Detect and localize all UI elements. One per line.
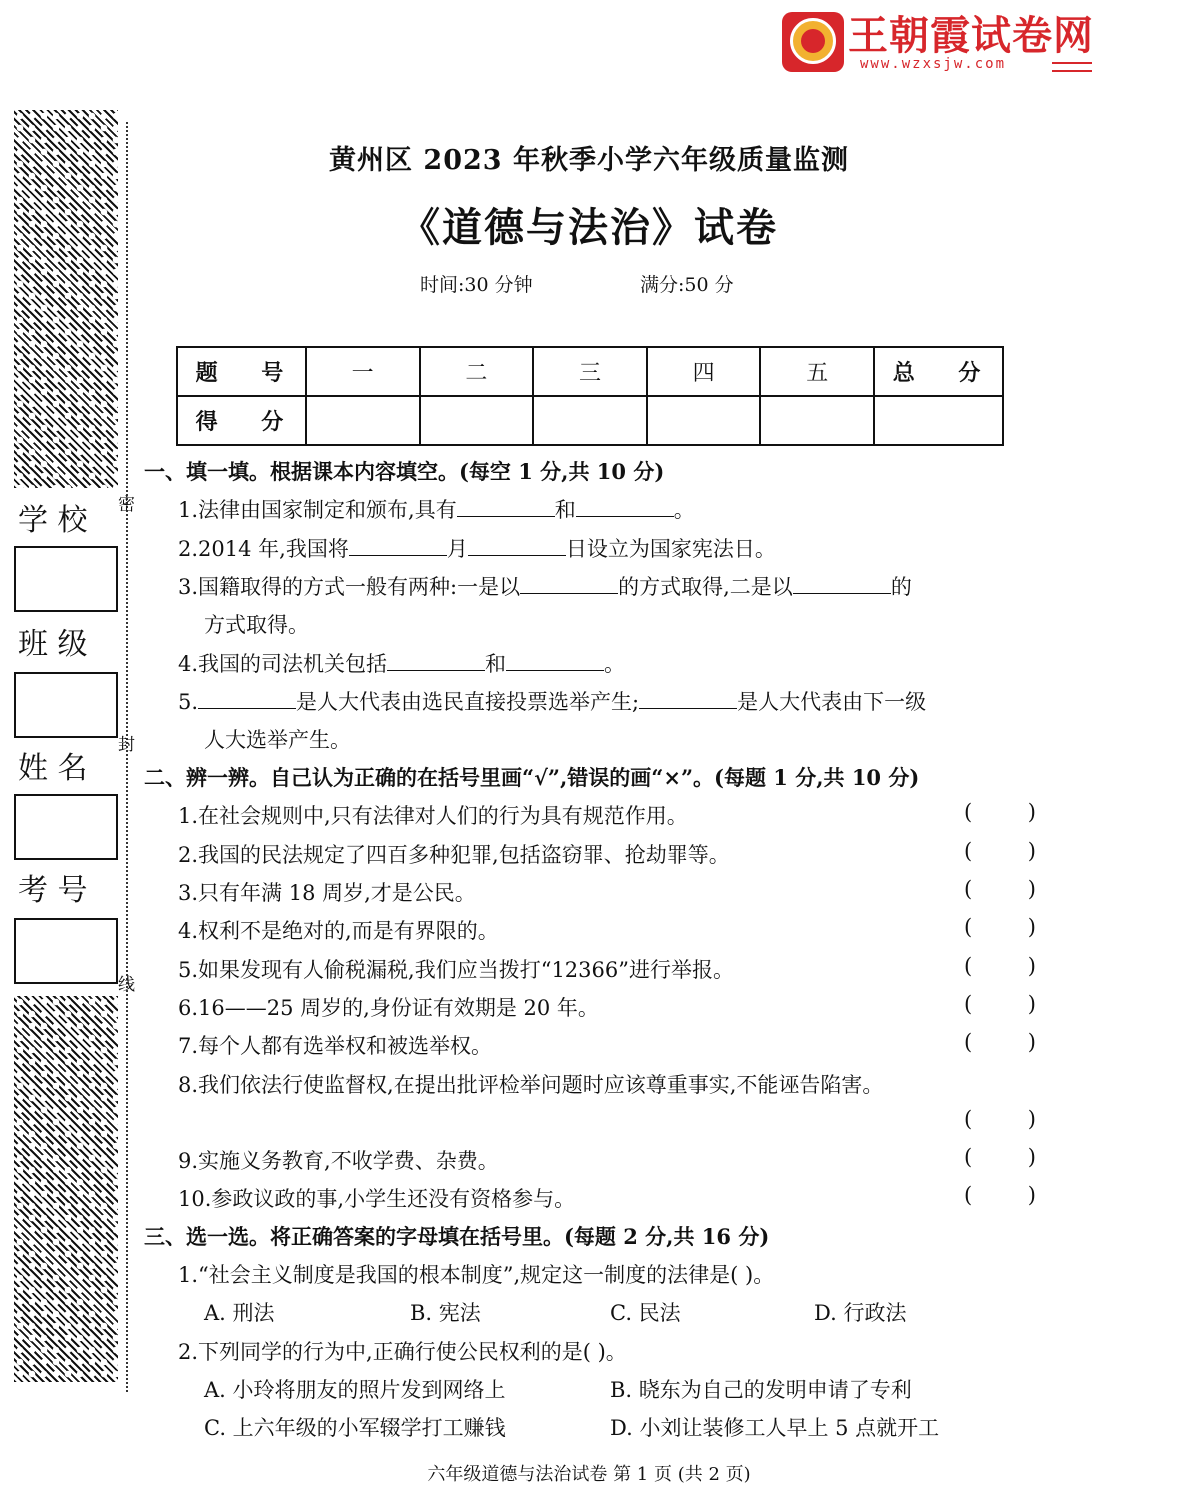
section3-q1-option-c[interactable]: C. 民法	[610, 1301, 681, 1325]
section2-item-4: 4.权利不是绝对的,而是有界限的。	[178, 919, 499, 943]
logo-brand-text: 王朝霞试卷网	[848, 13, 1094, 59]
exam-number-label: 考 号	[18, 873, 88, 908]
score-cell: 四	[647, 347, 761, 396]
answer-parentheses[interactable]: ( )	[964, 915, 1036, 939]
answer-parentheses[interactable]: ( )	[964, 992, 1036, 1016]
section2-item-9: 9.实施义务教育,不收学费、杂费。	[178, 1149, 499, 1173]
score-cell: 题 号	[177, 347, 306, 396]
answer-parentheses[interactable]: ( )	[964, 877, 1036, 901]
score-cell: 一	[306, 347, 420, 396]
section1-q1: 1.法律由国家制定和颁布,具有 和 。	[178, 498, 695, 522]
section2-item-5: 5.如果发现有人偷税漏税,我们应当拨打“12366”进行举报。	[178, 958, 734, 982]
class-label: 班 级	[18, 627, 88, 662]
score-cell: 总 分	[874, 347, 1003, 396]
score-input-cell[interactable]	[647, 396, 761, 445]
section2-item-6: 6.16——25 周岁的,身份证有效期是 20 年。	[178, 996, 599, 1020]
answer-blank[interactable]	[349, 537, 447, 556]
answer-blank[interactable]	[576, 498, 674, 517]
section2-item-10: 10.参政议政的事,小学生还没有资格参与。	[178, 1187, 576, 1211]
answer-blank[interactable]	[387, 652, 485, 671]
section2-item-2: 2.我国的民法规定了四百多种犯罪,包括盗窃罪、抢劫罪等。	[178, 843, 730, 867]
seal-word-xian: 线	[118, 975, 135, 995]
score-input-cell[interactable]	[420, 396, 534, 445]
score-table-row-score	[177, 396, 1003, 445]
exam-title-line1: 黄州区 2023 年秋季小学六年级质量监测	[329, 145, 849, 176]
score-table-row-header	[177, 347, 1003, 396]
answer-blank[interactable]	[198, 690, 296, 709]
answer-blank[interactable]	[457, 498, 555, 517]
answer-parentheses[interactable]: ( )	[964, 1030, 1036, 1054]
exam-time: 时间:30 分钟	[420, 274, 533, 296]
score-cell: 三	[533, 347, 647, 396]
answer-parentheses[interactable]: ( )	[964, 954, 1036, 978]
page-footer: 六年级道德与法治试卷 第 1 页 (共 2 页)	[427, 1464, 751, 1485]
class-field[interactable]	[14, 672, 118, 738]
section3-q1-stem: 1.“社会主义制度是我国的根本制度”,规定这一制度的法律是( )。	[178, 1263, 775, 1287]
school-field[interactable]	[14, 546, 118, 612]
score-input-cell[interactable]	[874, 396, 1003, 445]
answer-parentheses[interactable]: ( )	[964, 1145, 1036, 1169]
section1-q4: 4.我国的司法机关包括 和 。	[178, 652, 626, 676]
section3-q2-option-d[interactable]: D. 小刘让装修工人早上 5 点就开工	[610, 1416, 940, 1440]
section1-q5: 5. 是人大代表由选民直接投票选举产生; 是人大代表由下一级	[178, 690, 927, 714]
section3-q2-stem: 2.下列同学的行为中,正确行使公民权利的是( )。	[178, 1340, 627, 1364]
section3-title: 三、选一选。将正确答案的字母填在括号里。(每题 2 分,共 16 分)	[144, 1224, 770, 1249]
answer-parentheses[interactable]: ( )	[964, 1183, 1036, 1207]
section3-q1-option-d[interactable]: D. 行政法	[814, 1301, 907, 1325]
site-logo	[782, 12, 1102, 74]
section3-q2-option-a[interactable]: A. 小玲将朋友的照片发到网络上	[204, 1378, 506, 1402]
answer-blank[interactable]	[793, 575, 891, 594]
section1-q2: 2.2014 年,我国将 月 日设立为国家宪法日。	[178, 537, 776, 561]
school-label: 学 校	[18, 503, 88, 538]
answer-parentheses[interactable]: ( )	[964, 800, 1036, 824]
exam-full-score: 满分:50 分	[640, 274, 734, 296]
section3-q2-option-b[interactable]: B. 晓东为自己的发明申请了专利	[610, 1378, 912, 1402]
score-input-cell[interactable]	[306, 396, 420, 445]
logo-seal-icon	[782, 12, 844, 72]
section3-q1-option-a[interactable]: A. 刑法	[204, 1301, 275, 1325]
exam-title-line2: 《道德与法治》试卷	[400, 204, 778, 251]
section1-q5-cont: 人大选举产生。	[204, 728, 351, 752]
section2-item-3: 3.只有年满 18 周岁,才是公民。	[178, 881, 476, 905]
seal-word-mi: 密	[118, 495, 135, 515]
logo-url-text: www.wzxsjw.com	[860, 56, 1007, 72]
answer-blank[interactable]	[639, 690, 737, 709]
score-cell: 得 分	[177, 396, 306, 445]
answer-parentheses[interactable]: ( )	[964, 839, 1036, 863]
score-cell: 二	[420, 347, 534, 396]
score-table	[176, 346, 1004, 446]
seal-word-feng: 封	[118, 735, 135, 755]
section2-item-8: 8.我们依法行使监督权,在提出批评检举问题时应该尊重事实,不能诬告陷害。	[178, 1073, 884, 1097]
binding-dotted-line	[126, 122, 128, 1392]
answer-blank[interactable]	[520, 575, 618, 594]
name-field[interactable]	[14, 794, 118, 860]
section1-title: 一、填一填。根据课本内容填空。(每空 1 分,共 10 分)	[144, 459, 665, 484]
answer-blank[interactable]	[468, 537, 566, 556]
score-cell: 五	[760, 347, 874, 396]
section1-q3: 3.国籍取得的方式一般有两种:一是以 的方式取得,二是以 的	[178, 575, 912, 599]
name-label: 姓 名	[18, 751, 88, 786]
section3-q1-option-b[interactable]: B. 宪法	[410, 1301, 481, 1325]
section2-item-1: 1.在社会规则中,只有法律对人们的行为具有规范作用。	[178, 804, 688, 828]
score-input-cell[interactable]	[760, 396, 874, 445]
logo-wave-icon	[1052, 62, 1092, 72]
binding-pattern-bottom	[14, 996, 118, 1382]
score-input-cell[interactable]	[533, 396, 647, 445]
answer-blank[interactable]	[506, 652, 604, 671]
exam-number-field[interactable]	[14, 918, 118, 984]
answer-parentheses[interactable]: ( )	[964, 1107, 1036, 1131]
section2-title: 二、辨一辨。自己认为正确的在括号里画“√”,错误的画“×”。(每题 1 分,共 10 分)	[144, 765, 920, 790]
section1-q3-cont: 方式取得。	[204, 613, 309, 637]
section2-item-7: 7.每个人都有选举权和被选举权。	[178, 1034, 493, 1058]
section3-q2-option-c[interactable]: C. 上六年级的小军辍学打工赚钱	[204, 1416, 506, 1440]
